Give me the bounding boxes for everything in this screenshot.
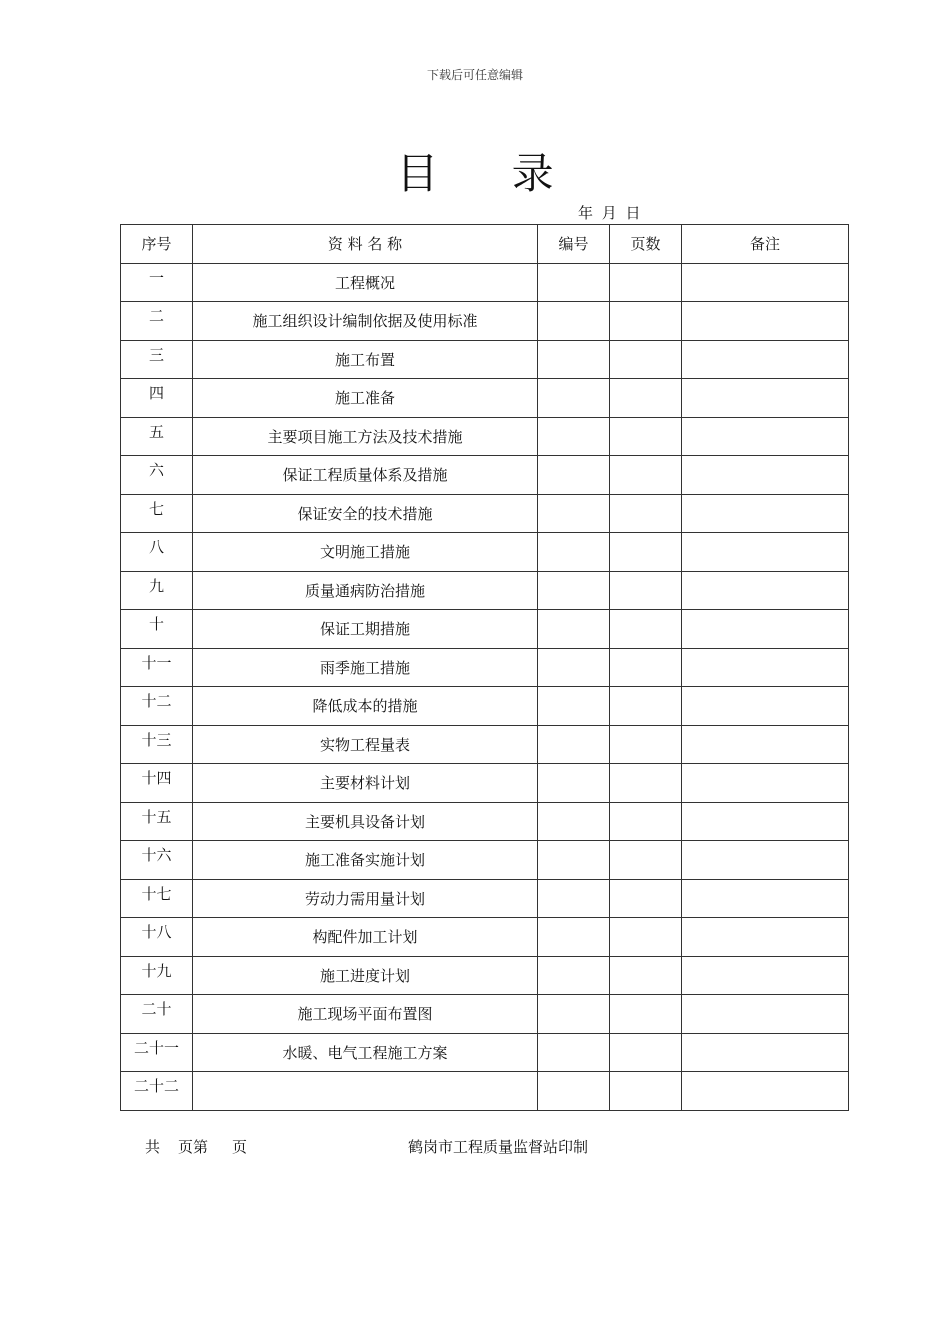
row-pages-cell: [610, 571, 682, 610]
row-name-cell: 质量通病防治措施: [193, 571, 538, 610]
row-name-cell: 雨季施工措施: [193, 648, 538, 687]
table-row: [121, 379, 849, 418]
row-seq-cell: 一: [121, 263, 193, 302]
row-remarks-cell: [682, 456, 849, 495]
row-remarks-cell: [682, 302, 849, 341]
row-pages-cell: [610, 802, 682, 841]
row-number-cell: [538, 648, 610, 687]
row-remarks-cell: [682, 610, 849, 649]
row-seq-cell: 七: [121, 494, 193, 533]
row-pages-cell: [610, 379, 682, 418]
header-number: 编号: [538, 225, 610, 264]
row-name-cell: 文明施工措施: [193, 533, 538, 572]
row-seq-cell: 十三: [121, 725, 193, 764]
row-pages-cell: [610, 918, 682, 957]
row-name-cell: 施工准备: [193, 379, 538, 418]
row-seq-cell: 八: [121, 533, 193, 572]
row-name-cell: 保证安全的技术措施: [193, 494, 538, 533]
row-pages-cell: [610, 610, 682, 649]
row-seq-cell: 十一: [121, 648, 193, 687]
row-remarks-cell: [682, 802, 849, 841]
row-name-cell: [193, 1072, 538, 1111]
date-line: 年 月 日: [578, 204, 641, 222]
header-remarks: 备注: [682, 225, 849, 264]
header-note: 下载后可任意编辑: [426, 68, 523, 82]
row-remarks-cell: [682, 648, 849, 687]
table-row: [121, 879, 849, 918]
table-row: [121, 263, 849, 302]
table-row: [121, 995, 849, 1034]
table-row: [121, 956, 849, 995]
row-number-cell: [538, 533, 610, 572]
row-pages-cell: [610, 764, 682, 803]
row-pages-cell: [610, 263, 682, 302]
footer-total-label: 共: [145, 1138, 161, 1156]
row-seq-cell: 二十二: [121, 1072, 193, 1111]
row-seq-cell: 十二: [121, 687, 193, 726]
row-number-cell: [538, 340, 610, 379]
row-pages-cell: [610, 648, 682, 687]
row-name-cell: 主要材料计划: [193, 764, 538, 803]
table-row: [121, 456, 849, 495]
table-row: [121, 687, 849, 726]
printer-footer: 鹤岗市工程质量监督站印制: [408, 1138, 589, 1156]
row-remarks-cell: [682, 417, 849, 456]
table-row: [121, 340, 849, 379]
table-header-row: [121, 225, 849, 264]
header-seq: 序号: [121, 225, 193, 264]
table-row: [121, 533, 849, 572]
row-remarks-cell: [682, 879, 849, 918]
row-remarks-cell: [682, 379, 849, 418]
row-remarks-cell: [682, 1072, 849, 1111]
table-row: [121, 417, 849, 456]
table-row: [121, 302, 849, 341]
row-remarks-cell: [682, 764, 849, 803]
row-name-cell: 主要机具设备计划: [193, 802, 538, 841]
row-seq-cell: 十: [121, 610, 193, 649]
row-number-cell: [538, 494, 610, 533]
row-pages-cell: [610, 1072, 682, 1111]
page-count-footer: [145, 1136, 247, 1157]
row-pages-cell: [610, 456, 682, 495]
row-number-cell: [538, 379, 610, 418]
row-name-cell: 构配件加工计划: [193, 918, 538, 957]
row-remarks-cell: [682, 263, 849, 302]
row-pages-cell: [610, 340, 682, 379]
row-pages-cell: [610, 956, 682, 995]
row-seq-cell: 九: [121, 571, 193, 610]
row-name-cell: 劳动力需用量计划: [193, 879, 538, 918]
row-number-cell: [538, 610, 610, 649]
row-number-cell: [538, 879, 610, 918]
page-title: 目 录: [396, 149, 584, 198]
row-remarks-cell: [682, 841, 849, 880]
header-pages: 页数: [610, 225, 682, 264]
row-seq-cell: 二: [121, 302, 193, 341]
row-remarks-cell: [682, 494, 849, 533]
row-seq-cell: 四: [121, 379, 193, 418]
row-seq-cell: 二十一: [121, 1033, 193, 1072]
row-name-cell: 保证工期措施: [193, 610, 538, 649]
row-number-cell: [538, 263, 610, 302]
footer-page-label-b: 页: [232, 1138, 248, 1156]
row-number-cell: [538, 302, 610, 341]
row-pages-cell: [610, 995, 682, 1034]
row-number-cell: [538, 956, 610, 995]
row-remarks-cell: [682, 918, 849, 957]
row-seq-cell: 十四: [121, 764, 193, 803]
row-remarks-cell: [682, 571, 849, 610]
table-row: [121, 841, 849, 880]
row-pages-cell: [610, 879, 682, 918]
row-name-cell: 施工组织设计编制依据及使用标准: [193, 302, 538, 341]
table-row: [121, 648, 849, 687]
table-row: [121, 725, 849, 764]
row-remarks-cell: [682, 533, 849, 572]
row-pages-cell: [610, 687, 682, 726]
row-pages-cell: [610, 1033, 682, 1072]
row-number-cell: [538, 918, 610, 957]
row-seq-cell: 十七: [121, 879, 193, 918]
row-name-cell: 施工进度计划: [193, 956, 538, 995]
contents-table: [120, 224, 849, 1111]
row-remarks-cell: [682, 1033, 849, 1072]
row-name-cell: 水暖、电气工程施工方案: [193, 1033, 538, 1072]
row-name-cell: 工程概况: [193, 263, 538, 302]
table-row: [121, 802, 849, 841]
row-remarks-cell: [682, 687, 849, 726]
row-pages-cell: [610, 841, 682, 880]
footer-page-label-a: 页第: [178, 1138, 209, 1156]
row-name-cell: 施工准备实施计划: [193, 841, 538, 880]
table-body: [121, 263, 849, 1110]
table-row: [121, 571, 849, 610]
row-seq-cell: 十九: [121, 956, 193, 995]
row-seq-cell: 十八: [121, 918, 193, 957]
row-pages-cell: [610, 417, 682, 456]
row-number-cell: [538, 1072, 610, 1111]
table-row: [121, 918, 849, 957]
row-name-cell: 降低成本的措施: [193, 687, 538, 726]
row-name-cell: 实物工程量表: [193, 725, 538, 764]
row-pages-cell: [610, 725, 682, 764]
row-name-cell: 主要项目施工方法及技术措施: [193, 417, 538, 456]
row-number-cell: [538, 1033, 610, 1072]
row-seq-cell: 十五: [121, 802, 193, 841]
row-remarks-cell: [682, 725, 849, 764]
row-pages-cell: [610, 302, 682, 341]
table-row: [121, 1072, 849, 1111]
row-number-cell: [538, 802, 610, 841]
row-seq-cell: 三: [121, 340, 193, 379]
row-number-cell: [538, 841, 610, 880]
row-number-cell: [538, 417, 610, 456]
row-pages-cell: [610, 494, 682, 533]
table-row: [121, 764, 849, 803]
row-remarks-cell: [682, 995, 849, 1034]
row-seq-cell: 二十: [121, 995, 193, 1034]
row-remarks-cell: [682, 340, 849, 379]
table-row: [121, 1033, 849, 1072]
row-number-cell: [538, 995, 610, 1034]
table-row: [121, 494, 849, 533]
row-number-cell: [538, 687, 610, 726]
row-seq-cell: 五: [121, 417, 193, 456]
row-seq-cell: 十六: [121, 841, 193, 880]
table-row: [121, 610, 849, 649]
row-pages-cell: [610, 533, 682, 572]
row-number-cell: [538, 571, 610, 610]
row-seq-cell: 六: [121, 456, 193, 495]
row-number-cell: [538, 725, 610, 764]
row-name-cell: 保证工程质量体系及措施: [193, 456, 538, 495]
row-name-cell: 施工现场平面布置图: [193, 995, 538, 1034]
header-name: 资 料 名 称: [193, 225, 538, 264]
row-remarks-cell: [682, 956, 849, 995]
row-number-cell: [538, 456, 610, 495]
row-name-cell: 施工布置: [193, 340, 538, 379]
row-number-cell: [538, 764, 610, 803]
